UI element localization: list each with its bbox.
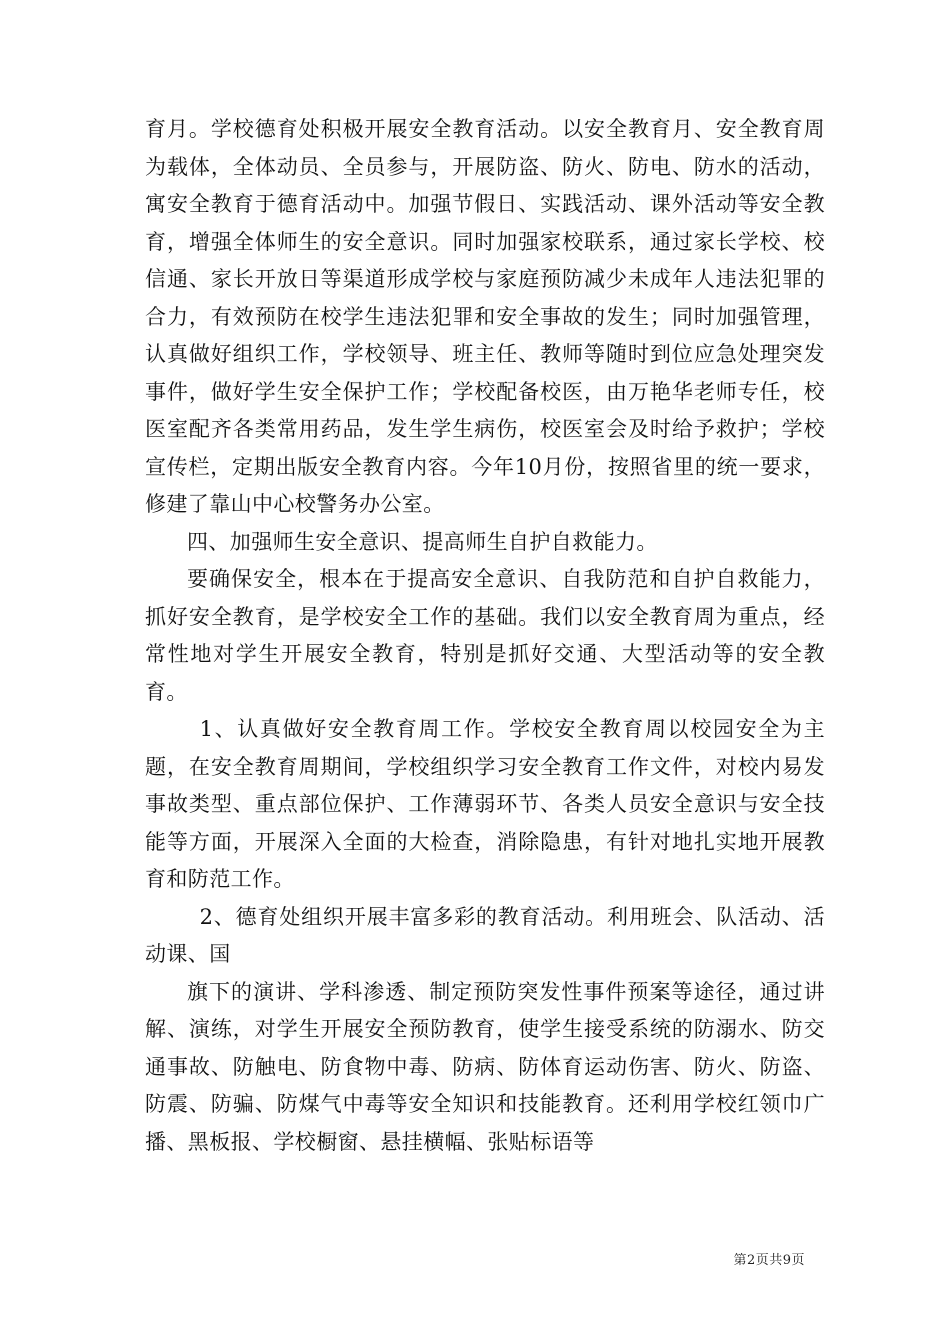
paragraph-item-2: 2、德育处组织开展丰富多彩的教育活动。利用班会、队活动、活动课、国 xyxy=(145,904,825,966)
section-heading-4: 四、加强师生安全意识、提高师生自护自救能力。 xyxy=(187,529,658,554)
document-body xyxy=(145,111,825,1161)
paragraph-item-1: 1、认真做好安全教育周工作。学校安全教育周以校园安全为主题，在安全教育周期间，学校组织学习安全教育工作文件，对校内易发事故类型、重点部位保护、工作薄弱环节、各类人员安全意识与安全技能等方面，开展深入全面的大检查，消除隐患，有针对地扎实地开展教育和防范工作。 xyxy=(145,717,825,891)
paragraph-continued: 旗下的演讲、学科渗透、制定预防突发性事件预案等途径，通过讲解、演练，对学生开展安全预防教育，使学生接受系统的防溺水、防交通事故、防触电、防食物中毒、防病、防体育运动伤害、防火、防盗、防震、防骗、防煤气中毒等安全知识和技能教育。还利用学校红领巾广播、黑板报、学校橱窗、悬挂横幅、张贴标语等 xyxy=(145,979,825,1154)
paragraph-1: 育月。学校德育处积极开展安全教育活动。以安全教育月、安全教育周为载体，全体动员、全员参与，开展防盗、防火、防电、防水的活动，寓安全教育于德育活动中。加强节假日、实践活动、课外活动等安全教育，增强全体师生的安全意识。同时加强家校联系，通过家长学校、校信通、家长开放日等渠道形成学校与家庭预防减少未成年人违法犯罪的合力，有效预防在校学生违法犯罪和安全事故的发生；同时加强管理，认真做好组织工作，学校领导、班主任、教师等随时到位应急处理突发事件，做好学生安全保护工作；学校配备校医，由万艳华老师专任，校医室配齐各类常用药品，发生学生病伤，校医室会及时给予救护；学校宣传栏，定期出版安全教育内容。今年10月份，按照省里的统一要求，修建了靠山中心校警务办公室。 xyxy=(145,117,825,516)
page-number: 第2页共9页 xyxy=(733,1253,805,1268)
paragraph-3: 要确保安全，根本在于提高安全意识、自我防范和自护自救能力，抓好安全教育，是学校安全工作的基础。我们以安全教育周为重点，经常性地对学生开展安全教育，特别是抓好交通、大型活动等的安全教育。 xyxy=(145,567,825,704)
